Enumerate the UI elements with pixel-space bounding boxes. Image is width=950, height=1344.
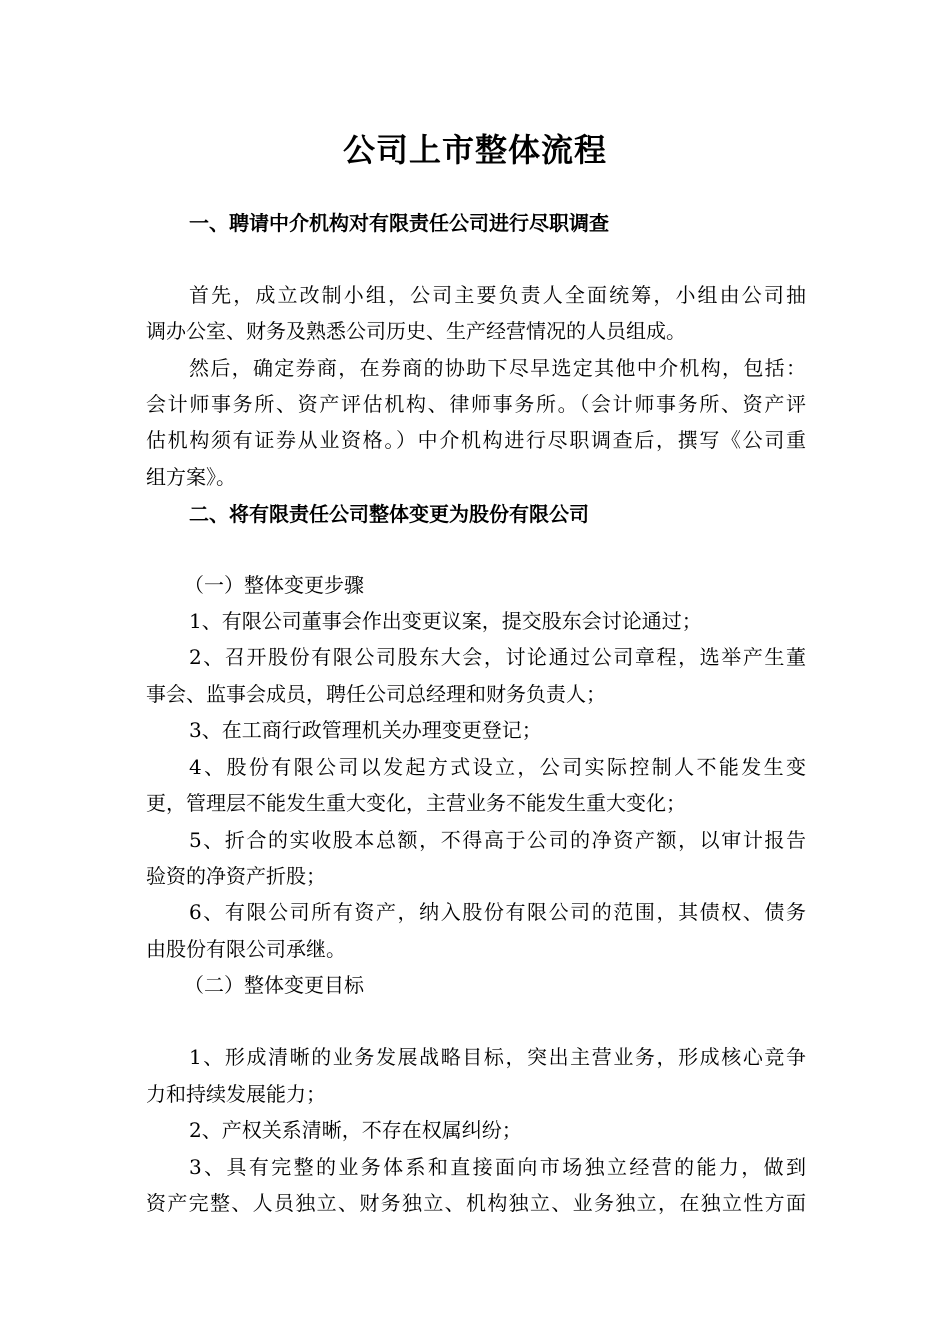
paragraph-line: 调办公室、财务及熟悉公司历史、生产经营情况的人员组成。: [146, 319, 686, 343]
subsection-heading: （二）整体变更目标: [184, 973, 364, 997]
list-item: 5、折合的实收股本总额，不得高于公司的净资产额，以审计报告: [189, 828, 806, 852]
list-item: 2、产权关系清晰，不存在权属纠纷；: [189, 1118, 522, 1142]
list-item: 1、形成清晰的业务发展战略目标，突出主营业务，形成核心竞争: [189, 1045, 806, 1069]
list-item: 3、在工商行政管理机关办理变更登记；: [189, 718, 542, 742]
list-item-continued: 力和持续发展能力；: [146, 1082, 326, 1106]
paragraph-line: 首先，成立改制小组，公司主要负责人全面统筹，小组由公司抽: [189, 283, 806, 307]
list-item: 2、召开股份有限公司股东大会，讨论通过公司章程，选举产生董: [189, 645, 806, 669]
paragraph-line: 会计师事务所、资产评估机构、律师事务所。（会计师事务所、资产评: [146, 392, 806, 416]
list-item-continued: 事会、监事会成员，聘任公司总经理和财务负责人；: [146, 682, 606, 706]
list-item: 6、有限公司所有资产，纳入股份有限公司的范围，其债权、债务: [189, 900, 806, 924]
paragraph-line: 组方案》。: [146, 465, 236, 489]
paragraph-line: 估机构须有证券从业资格。）中介机构进行尽职调查后，撰写《公司重: [146, 428, 806, 452]
section-heading-2: 二、将有限责任公司整体变更为股份有限公司: [189, 502, 589, 526]
document-title: 公司上市整体流程: [342, 131, 607, 169]
list-item-continued: 资产完整、人员独立、财务独立、机构独立、业务独立，在独立性方面: [146, 1191, 806, 1215]
list-item-continued: 由股份有限公司承继。: [146, 937, 346, 961]
list-item: 1、有限公司董事会作出变更议案，提交股东会讨论通过；: [189, 609, 702, 633]
list-item-continued: 验资的净资产折股；: [146, 864, 326, 888]
list-item: 3、具有完整的业务体系和直接面向市场独立经营的能力，做到: [189, 1155, 806, 1179]
list-item-continued: 更，管理层不能发生重大变化，主营业务不能发生重大变化；: [146, 791, 686, 815]
list-item: 4、股份有限公司以发起方式设立，公司实际控制人不能发生变: [189, 755, 806, 779]
subsection-heading: （一）整体变更步骤: [184, 573, 364, 597]
section-heading-1: 一、聘请中介机构对有限责任公司进行尽职调查: [189, 211, 609, 235]
paragraph-line: 然后，确定券商，在券商的协助下尽早选定其他中介机构，包括：: [189, 356, 806, 380]
